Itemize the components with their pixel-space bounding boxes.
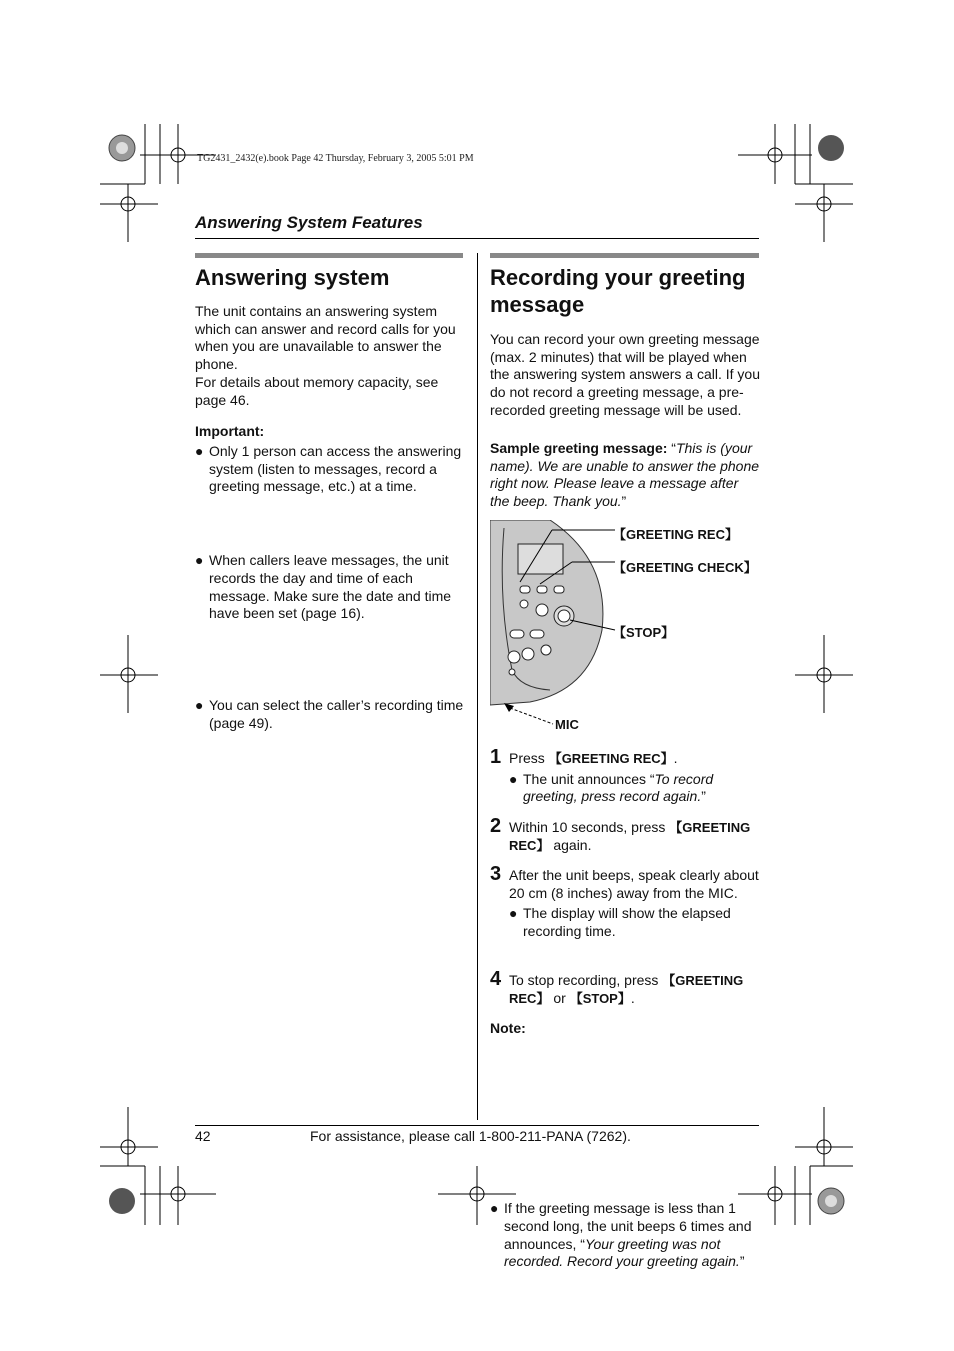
note-label: Note: <box>490 1020 526 1036</box>
note-bullet: ● If the greeting message is less than 1 second long, the unit beeps 6 times and announces, “Your greeting was not recorded. Record your greeting again.” <box>490 1200 752 1270</box>
column-divider <box>477 253 478 1120</box>
answering-system-intro: The unit contains an answering system which can answer and record calls for you when you are unavailable to answer the phone. <box>195 303 456 373</box>
page-number: 42 <box>195 1128 211 1144</box>
callout-greeting-check: 【GREETING CHECK】 <box>613 560 757 575</box>
left-column-rule <box>195 253 463 258</box>
recording-greeting-title: Recording your greeting message <box>490 265 746 317</box>
step-1-note: ● The unit announces “To record greeting, press record again.” <box>509 770 714 805</box>
important-bullet-3: ● You can select the caller’s recording time (page 49). <box>195 696 464 731</box>
memory-details: For details about memory capacity, see page 46. <box>195 374 439 408</box>
footer-rule <box>195 1125 759 1126</box>
answering-system-title: Answering system <box>195 265 390 290</box>
important-bullet-2: ● When callers leave messages, the unit records the day and time of each message. Make sure the date and time have been set (page 16). <box>195 552 452 622</box>
bullet-icon: ● <box>509 905 518 922</box>
step-2: 2 Within 10 seconds, press 【GREETING REC】 again. <box>490 815 751 853</box>
bullet-icon: ● <box>509 770 518 787</box>
step-4: 4 To stop recording, press 【GREETING REC】 or 【STOP】. <box>490 968 744 1006</box>
bullet-icon: ● <box>490 1200 499 1217</box>
step-3-note: ● The display will show the elapsed recording time. <box>509 905 731 940</box>
recording-greeting-intro: You can record your own greeting message (max. 2 minutes) that will be played when the answering system answers a call. If you do not record a greeting message, a pre-recorded greeting message will be used. <box>490 331 761 418</box>
sample-greeting: Sample greeting message: “This is (your name). We are unable to answer the phone right now. Please leave a message after the beep. Thank you.” <box>490 440 760 510</box>
bullet-icon: ● <box>195 552 204 569</box>
important-bullet-1: ● Only 1 person can access the answering system (listen to messages, record a greeting message, etc.) at a time. <box>195 443 462 495</box>
bullet-icon: ● <box>195 696 204 713</box>
step-3: 3 After the unit beeps, speak clearly about 20 cm (8 inches) away from the MIC. ● The display will show the elapsed recording time. <box>490 863 759 940</box>
base-unit-illustration <box>490 520 620 725</box>
header-rule <box>195 238 759 239</box>
callout-stop: 【STOP】 <box>613 625 675 640</box>
assistance-line: For assistance, please call 1-800-211-PANA (7262). <box>310 1128 631 1144</box>
printer-info: TG2431_2432(e).book Page 42 Thursday, February 3, 2005 5:01 PM <box>197 153 474 164</box>
callout-mic: MIC <box>555 717 579 732</box>
section-header: Answering System Features <box>195 213 423 232</box>
step-1: 1 Press 【GREETING REC】. ● The unit announces “To record greeting, press record again.” <box>490 750 760 806</box>
right-column-rule <box>490 253 759 258</box>
bullet-icon: ● <box>195 443 204 459</box>
callout-greeting-rec: 【GREETING REC】 <box>613 527 738 542</box>
important-label: Important: <box>195 423 265 439</box>
